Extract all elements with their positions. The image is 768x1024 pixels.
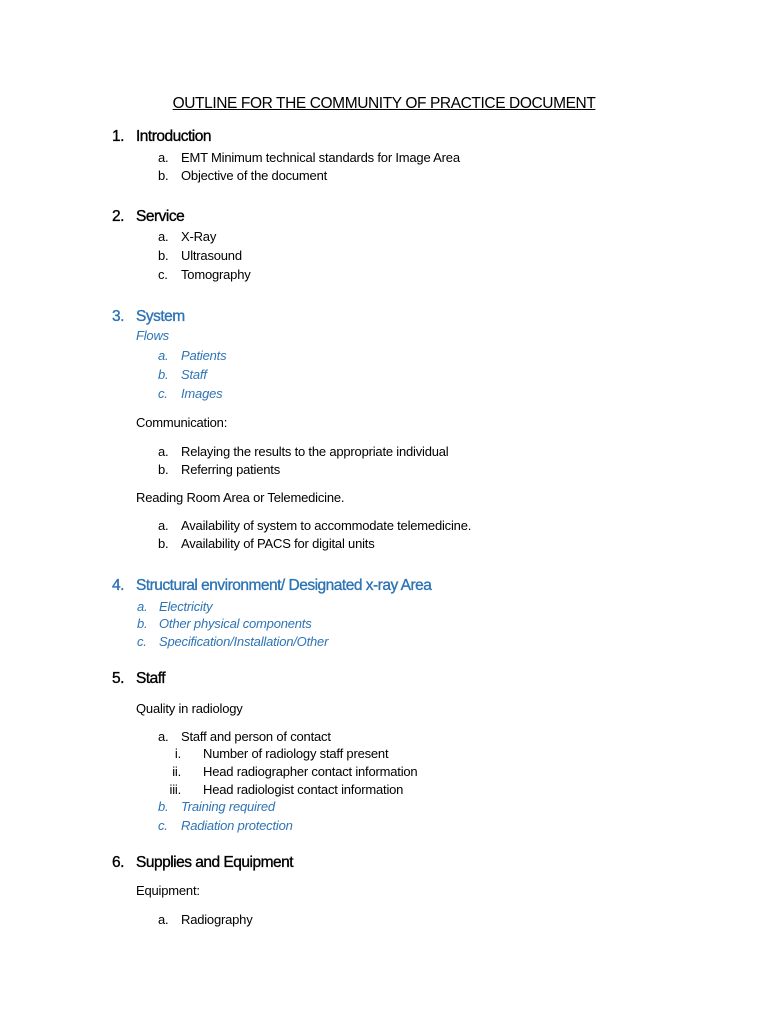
- list-marker: a.: [158, 912, 169, 927]
- list-item: Availability of PACS for digital units: [181, 536, 375, 551]
- roman-marker: i.: [174, 746, 181, 761]
- list-marker: b.: [158, 536, 169, 551]
- list-item: Staff and person of contact: [181, 729, 331, 744]
- subheading-equipment: Equipment:: [136, 883, 200, 898]
- list-marker: c.: [158, 267, 168, 282]
- list-marker: a.: [137, 599, 148, 614]
- sub-list-item: Head radiographer contact information: [203, 764, 418, 779]
- list-marker: a.: [158, 348, 169, 363]
- subheading-quality: Quality in radiology: [136, 701, 243, 716]
- list-marker: b.: [158, 248, 169, 263]
- list-item: Other physical components: [159, 616, 312, 631]
- section-heading: Staff: [136, 670, 166, 687]
- list-item: Training required: [181, 799, 275, 814]
- section-number: 6.: [112, 854, 124, 871]
- section-number: 5.: [112, 670, 124, 687]
- list-item: Staff: [181, 367, 207, 382]
- roman-marker: iii.: [169, 782, 181, 797]
- list-marker: b.: [158, 168, 169, 183]
- list-item: Radiation protection: [181, 818, 293, 833]
- list-item: Patients: [181, 348, 227, 363]
- list-item: Images: [181, 386, 223, 401]
- section-number: 2.: [112, 208, 124, 225]
- list-item: Specification/Installation/Other: [159, 634, 329, 649]
- list-marker: b.: [158, 367, 169, 382]
- subheading-communication: Communication:: [136, 415, 228, 430]
- list-item: Tomography: [181, 267, 251, 282]
- list-item: X-Ray: [181, 229, 217, 244]
- list-item: Objective of the document: [181, 168, 328, 183]
- list-item: Electricity: [159, 599, 213, 614]
- section-heading: Introduction: [136, 128, 211, 145]
- sub-list-item: Number of radiology staff present: [203, 746, 389, 761]
- list-marker: c.: [158, 818, 168, 833]
- section-number: 1.: [112, 128, 124, 145]
- list-marker: c.: [137, 634, 147, 649]
- list-marker: b.: [158, 799, 169, 814]
- section-heading: Structural environment/ Designated x-ray Area: [136, 577, 432, 594]
- section-heading: Supplies and Equipment: [136, 854, 294, 871]
- list-marker: b.: [137, 616, 148, 631]
- list-item: Radiography: [181, 912, 253, 927]
- list-item: Relaying the results to the appropriate individual: [181, 444, 449, 459]
- subheading-flows: Flows: [136, 328, 169, 343]
- subheading-reading-room: Reading Room Area or Telemedicine.: [136, 490, 345, 505]
- list-marker: c.: [158, 386, 168, 401]
- list-marker: a.: [158, 150, 169, 165]
- list-marker: a.: [158, 729, 169, 744]
- list-item: Ultrasound: [181, 248, 242, 263]
- list-marker: a.: [158, 518, 169, 533]
- section-number: 3.: [112, 308, 124, 325]
- list-marker: a.: [158, 444, 169, 459]
- list-marker: a.: [158, 229, 169, 244]
- section-number: 4.: [112, 577, 124, 594]
- section-heading: Service: [136, 208, 185, 225]
- list-marker: b.: [158, 462, 169, 477]
- sub-list-item: Head radiologist contact information: [203, 782, 404, 797]
- list-item: Availability of system to accommodate telemedicine.: [181, 518, 472, 533]
- roman-marker: ii.: [172, 764, 181, 779]
- list-item: Referring patients: [181, 462, 281, 477]
- list-item: EMT Minimum technical standards for Image Area: [181, 150, 460, 165]
- section-heading: System: [136, 308, 185, 325]
- document-title: OUTLINE FOR THE COMMUNITY OF PRACTICE DOCUMENT: [172, 95, 596, 112]
